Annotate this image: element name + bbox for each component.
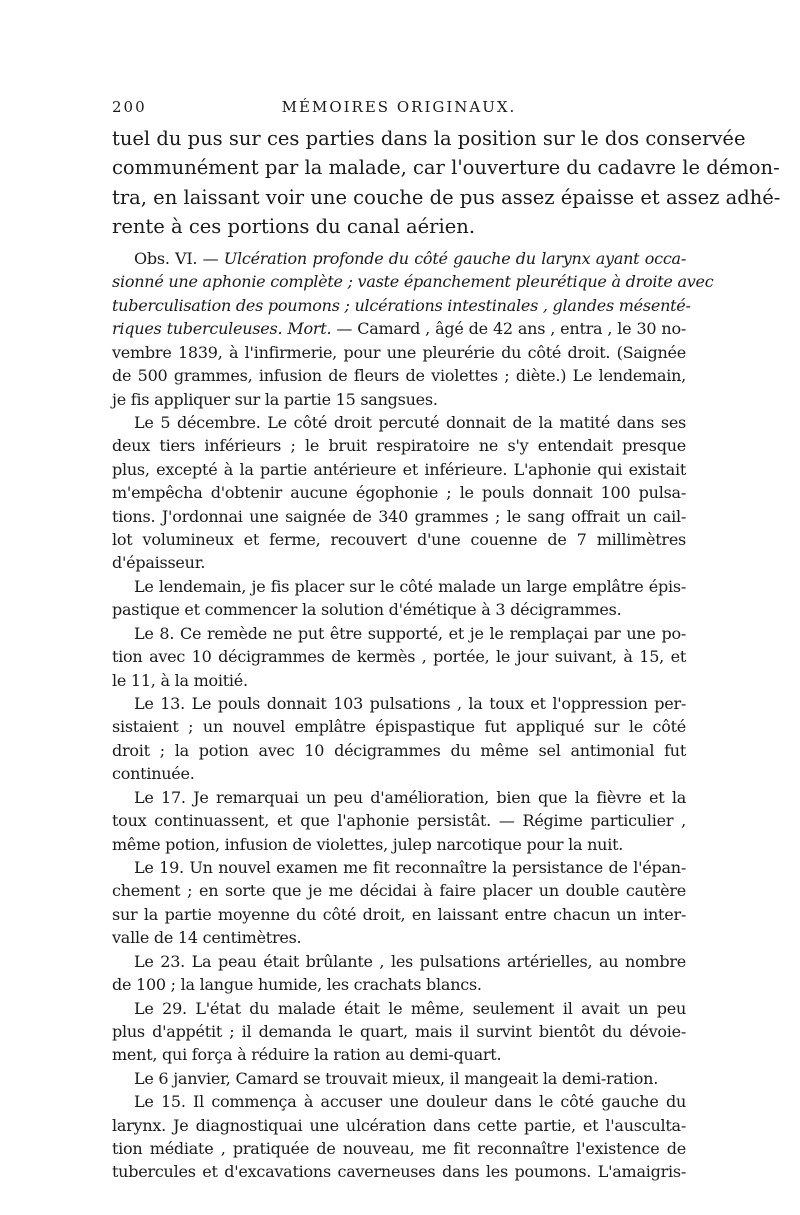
intro-line: communément par la malade, car l'ouverture du cadavre le démon- bbox=[112, 156, 780, 180]
obs-title-line bbox=[112, 317, 686, 340]
body-line: Le 17. Je remarquai un peu d'amélioration, bien que la fièvre et la bbox=[134, 787, 686, 807]
running-head: MÉMOIRES ORIGINAUX. bbox=[281, 98, 517, 116]
body-line: plus, excepté à la partie antérieure et inférieure. L'aphonie qui existait bbox=[112, 459, 686, 479]
body-line: chement ; en sorte que je me décidai à faire placer un double cautère bbox=[112, 881, 686, 901]
body-line: Le 5 décembre. Le côté droit percuté donnait de la matité dans ses bbox=[134, 412, 686, 432]
body-line: deux tiers inférieurs ; le bruit respiratoire ne s'y entendait presque bbox=[112, 436, 686, 456]
obs-text: — Camard , âgé de 42 ans , entra , le 30 no- bbox=[331, 319, 687, 339]
body-line: Le 8. Ce remède ne put être supporté, et je le remplaçai par une po- bbox=[134, 623, 686, 643]
body-line: même potion, infusion de violettes, julep narcotique pour la nuit. bbox=[112, 834, 624, 854]
obs-label: Obs. VI. — bbox=[134, 249, 224, 268]
body-line: sur la partie moyenne du côté droit, en laissant entre chacun un inter- bbox=[112, 904, 686, 924]
page-number: 200 bbox=[112, 98, 147, 116]
body-line: vembre 1839, à l'infirmerie, pour une pleurérie du côté droit. (Saignée bbox=[112, 342, 686, 362]
body-line: d'épaisseur. bbox=[112, 553, 206, 573]
body-line: de 100 ; la langue humide, les crachats blancs. bbox=[112, 975, 482, 995]
intro-line: rente à ces portions du canal aérien. bbox=[112, 215, 476, 239]
body-line: larynx. Je diagnostiquai une ulcération dans cette partie, et l'ausculta- bbox=[112, 1115, 686, 1135]
body-line: le 11, à la moitié. bbox=[112, 670, 248, 690]
body-line: tions. J'ordonnai une saignée de 340 grammes ; le sang offrait un cail- bbox=[112, 506, 686, 526]
body-line: ment, qui força à réduire la ration au demi-quart. bbox=[112, 1045, 502, 1065]
intro-paragraph bbox=[112, 124, 781, 242]
intro-line: tra, en laissant voir une couche de pus assez épaisse et assez adhé- bbox=[112, 185, 781, 209]
body-line: valle de 14 centimètres. bbox=[112, 928, 302, 948]
body-line: Le 19. Un nouvel examen me fit reconnaître la persistance de l'épan- bbox=[134, 857, 686, 877]
obs-title-line bbox=[112, 294, 691, 317]
obs-title-line bbox=[112, 247, 686, 270]
body-line: plus d'appétit ; il demanda le quart, mais il survint bientôt du dévoie- bbox=[112, 1021, 686, 1041]
body-line: Le 6 janvier, Camard se trouvait mieux, il mangeait la demi-ration. bbox=[134, 1068, 659, 1088]
body-line: continuée. bbox=[112, 764, 195, 784]
body-line: Le lendemain, je fis placer sur le côté malade un large emplâtre épis- bbox=[134, 576, 686, 596]
body-line: pastique et commencer la solution d'émétique à 3 décigrammes. bbox=[112, 600, 622, 620]
body-line: tion médiate , pratiquée de nouveau, me fit reconnaître l'existence de bbox=[112, 1139, 686, 1159]
body-line: lot volumineux et ferme, recouvert d'une couenne de 7 millimètres bbox=[112, 530, 686, 550]
body-line: je fis appliquer sur la partie 15 sangsues. bbox=[112, 389, 438, 409]
obs-title: tuberculisation des poumons ; ulcérations intestinales , glandes mésenté- bbox=[112, 295, 691, 315]
page-header bbox=[112, 98, 686, 124]
body-line: sistaient ; un nouvel emplâtre épispastique fut appliqué sur le côté bbox=[112, 717, 686, 737]
obs-title: sionné une aphonie complète ; vaste épanchement pleurétique à droite avec bbox=[112, 272, 714, 292]
body-line: Le 23. La peau était brûlante , les pulsations artérielles, au nombre bbox=[134, 951, 686, 971]
body-line: Le 15. Il commença à accuser une douleur dans le côté gauche du bbox=[134, 1092, 686, 1112]
intro-line: tuel du pus sur ces parties dans la position sur le dos conservée bbox=[112, 127, 746, 150]
body-line: tubercules et d'excavations caverneuses dans les poumons. L'amaigris- bbox=[112, 1162, 686, 1182]
observation-block bbox=[112, 247, 714, 1184]
obs-title-line bbox=[112, 270, 714, 293]
body-line: de 500 grammes, infusion de fleurs de violettes ; diète.) Le lendemain, bbox=[112, 366, 686, 386]
obs-title: riques tuberculeuses. Mort. bbox=[112, 319, 332, 339]
body-line: m'empêcha d'obtenir aucune égophonie ; le pouls donnait 100 pulsa- bbox=[112, 483, 686, 503]
body-line: Le 29. L'état du malade était le même, seulement il avait un peu bbox=[134, 998, 686, 1018]
body-line: droit ; la potion avec 10 décigrammes du même sel antimonial fut bbox=[112, 740, 686, 760]
body-line: toux continuassent, et que l'aphonie persistât. — Régime particulier , bbox=[112, 811, 686, 831]
obs-title: Ulcération profonde du côté gauche du larynx ayant occa- bbox=[223, 249, 686, 268]
body-line: tion avec 10 décigrammes de kermès , portée, le jour suivant, à 15, et bbox=[112, 647, 686, 667]
body-line: Le 13. Le pouls donnait 103 pulsations , la toux et l'oppression per- bbox=[134, 694, 686, 714]
